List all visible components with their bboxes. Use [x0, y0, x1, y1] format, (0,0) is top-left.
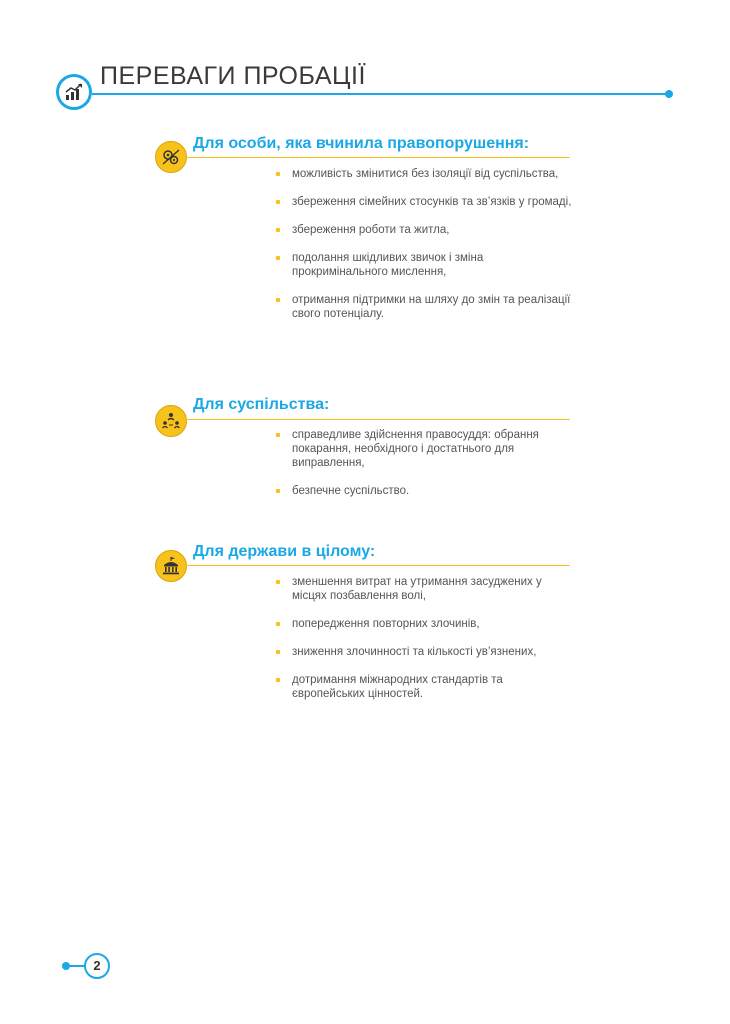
list-item: зниження злочинності та кількості ув’язнених, [276, 645, 576, 659]
section-divider [184, 157, 570, 158]
section-heading: Для суспільства: [193, 396, 330, 413]
list-item: попередження повторних злочинів, [276, 617, 576, 631]
list-item: справедливе здійснення правосуддя: обрання покарання, необхідного і достатнього для виправлення, [276, 428, 576, 470]
government-building-icon [155, 550, 187, 582]
list-item: подолання шкідливих звичок і зміна прокримінального мислення, [276, 251, 576, 279]
page-title: ПЕРЕВАГИ ПРОБАЦІЇ [100, 62, 366, 90]
bullet-list [276, 167, 576, 335]
community-icon [155, 405, 187, 437]
list-item: збереження роботи та житла, [276, 223, 576, 237]
list-item: дотримання міжнародних стандартів та європейських цінностей. [276, 673, 576, 701]
list-item: отримання підтримки на шляху до змін та реалізації свого потенціалу. [276, 293, 576, 321]
bullet-list [276, 575, 576, 715]
section-heading: Для держави в цілому: [193, 543, 376, 560]
header-divider-dot [665, 90, 673, 98]
list-item: можливість змінитися без ізоляції від суспільства, [276, 167, 576, 181]
header-divider [92, 93, 667, 95]
gears-icon [155, 141, 187, 173]
section-divider [184, 565, 570, 566]
list-item: зменшення витрат на утримання засуджених у місцях позбавлення волі, [276, 575, 576, 603]
list-item: безпечне суспільство. [276, 484, 576, 498]
list-item: збереження сімейних стосунків та зв’язків у громаді, [276, 195, 576, 209]
section-divider [184, 419, 570, 420]
bullet-list [276, 428, 576, 512]
page-number-line [66, 965, 86, 967]
page-number: 2 [84, 953, 110, 979]
growth-chart-icon [56, 74, 92, 110]
section-heading: Для особи, яка вчинила правопорушення: [193, 135, 530, 152]
